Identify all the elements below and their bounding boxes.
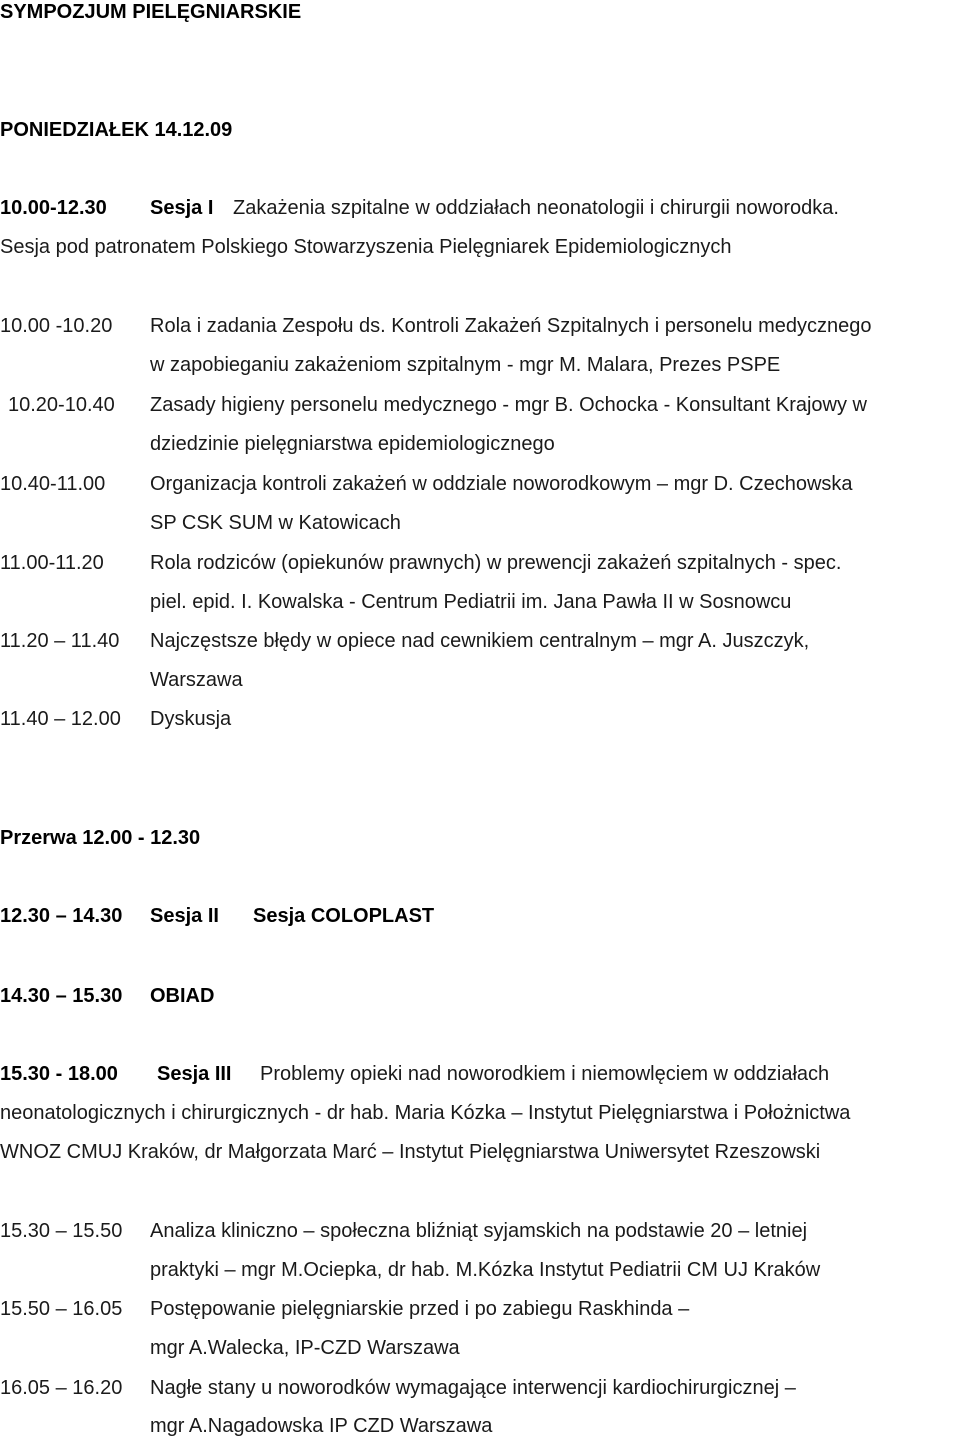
session-3-topic-line: neonatologicznych i chirurgicznych - dr hab. Maria Kózka – Instytut Pielęgniarstwa i Położnictwa: [0, 1102, 851, 1124]
agenda-item-text: mgr A.Nagadowska IP CZD Warszawa: [150, 1415, 493, 1437]
agenda-item-time: 11.40 – 12.00: [0, 708, 121, 730]
agenda-item-time: 15.50 – 16.05: [0, 1298, 123, 1320]
agenda-item-text: praktyki – mgr M.Ociepka, dr hab. M.Kózka Instytut Pediatrii CM UJ Kraków: [150, 1259, 821, 1281]
agenda-item-time: 10.20-10.40: [8, 394, 115, 416]
session-3-topic: Problemy opieki nad noworodkiem i niemowlęciem w oddziałach: [260, 1063, 830, 1085]
agenda-item-text: Organizacja kontroli zakażeń w oddziale noworodkowym – mgr D. Czechowska: [150, 473, 853, 495]
session-3-time: 15.30 - 18.00: [0, 1063, 118, 1085]
agenda-item-text: piel. epid. I. Kowalska - Centrum Pediatrii im. Jana Pawła II w Sosnowcu: [150, 591, 792, 613]
session-3-label: Sesja III: [157, 1063, 232, 1085]
agenda-item-text: dziedzinie pielęgniarstwa epidemiologicznego: [150, 433, 555, 455]
session-1-time: 10.00-12.30: [0, 197, 107, 219]
agenda-item-time: 15.30 – 15.50: [0, 1220, 123, 1242]
agenda-item-text: Nagłe stany u noworodków wymagające interwencji kardiochirurgicznej –: [150, 1377, 796, 1399]
agenda-item-text: Rola i zadania Zespołu ds. Kontroli Zakażeń Szpitalnych i personelu medycznego: [150, 315, 872, 337]
agenda-item-time: 11.20 – 11.40: [0, 630, 120, 652]
session-1-topic: Zakażenia szpitalne w oddziałach neonatologii i chirurgii noworodka.: [233, 197, 839, 219]
session-2-name: Sesja COLOPLAST: [253, 905, 435, 927]
lunch-time: 14.30 – 15.30: [0, 985, 123, 1007]
agenda-item-text: Zasady higieny personelu medycznego - mgr B. Ochocka - Konsultant Krajowy w: [150, 394, 868, 416]
session-1-patronage: Sesja pod patronatem Polskiego Stowarzyszenia Pielęgniarek Epidemiologicznych: [0, 236, 732, 258]
agenda-item-text: Rola rodziców (opiekunów prawnych) w prewencji zakażeń szpitalnych - spec.: [150, 552, 842, 574]
agenda-item-time: 10.40-11.00: [0, 473, 106, 495]
agenda-item-text: w zapobieganiu zakażeniom szpitalnym - mgr M. Malara, Prezes PSPE: [150, 354, 781, 376]
session-3-topic-line: WNOZ CMUJ Kraków, dr Małgorzata Marć – Instytut Pielęgniarstwa Uniwersytet Rzeszowski: [0, 1141, 821, 1163]
break-heading: Przerwa 12.00 - 12.30: [0, 827, 201, 849]
day-heading: PONIEDZIAŁEK 14.12.09: [0, 119, 233, 141]
agenda-item-time: 10.00 -10.20: [0, 315, 113, 337]
agenda-item-text: Postępowanie pielęgniarskie przed i po zabiegu Raskhinda –: [150, 1298, 690, 1320]
agenda-item-text: Najczęstsze błędy w opiece nad cewnikiem centralnym – mgr A. Juszczyk,: [150, 630, 810, 652]
agenda-item-text: Dyskusja: [150, 708, 232, 730]
agenda-item-time: 16.05 – 16.20: [0, 1377, 123, 1399]
session-2-label: Sesja II: [150, 905, 219, 927]
session-2-time: 12.30 – 14.30: [0, 905, 123, 927]
document-title: SYMPOZJUM PIELĘGNIARSKIE: [0, 1, 302, 23]
lunch-label: OBIAD: [150, 985, 215, 1007]
agenda-item-text: Analiza kliniczno – społeczna bliźniąt syjamskich na podstawie 20 – letniej: [150, 1220, 808, 1242]
session-1-label: Sesja I: [150, 197, 214, 219]
agenda-item-text: SP CSK SUM w Katowicach: [150, 512, 401, 534]
agenda-item-text: Warszawa: [150, 669, 243, 691]
agenda-item-time: 11.00-11.20: [0, 552, 104, 574]
agenda-item-text: mgr A.Walecka, IP-CZD Warszawa: [150, 1337, 460, 1359]
